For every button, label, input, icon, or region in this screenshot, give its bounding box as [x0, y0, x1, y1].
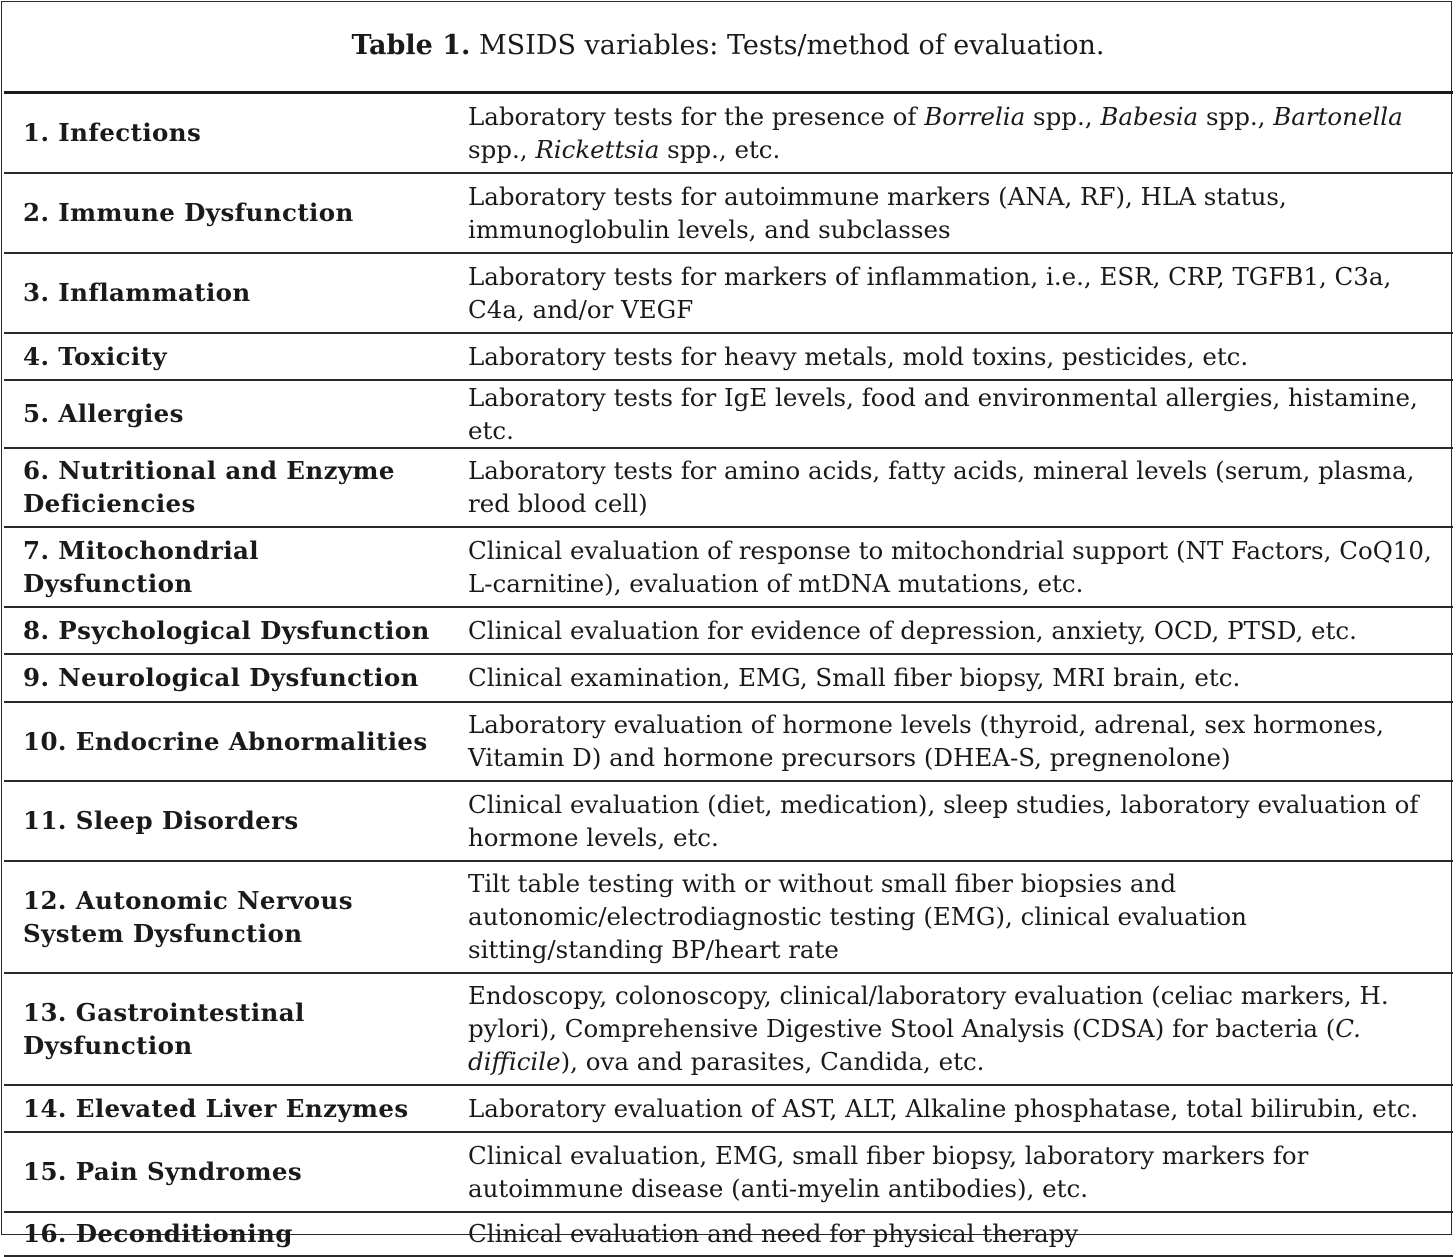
method-text: Tilt table testing with or without small fiber biopsies and autonomic/electrodiagnostic testing (EMG), clinical evaluation sitting/standing BP/heart rate	[468, 869, 1247, 964]
method-text: Clinical evaluation, EMG, small fiber biopsy, laboratory markers for autoimmune disease (anti-myelin antibodies), etc.	[468, 1140, 1309, 1203]
method-cell	[447, 607, 1453, 654]
method-cell	[447, 380, 1453, 448]
table-row	[4, 253, 1453, 333]
table-row	[4, 861, 1453, 973]
caption-label: Table 1.	[351, 30, 471, 61]
method-text: Clinical evaluation of response to mitochondrial support (NT Factors, CoQ10, L-carnitine), evaluation of mtDNA mutations, etc.	[468, 535, 1432, 598]
table-row	[4, 1085, 1453, 1132]
method-text-italic: Borrelia	[924, 101, 1026, 131]
method-text: spp.,	[1198, 101, 1274, 131]
variable-cell: 8. Psychological Dysfunction	[23, 615, 430, 645]
method-cell	[447, 654, 1453, 702]
table-row	[4, 333, 1453, 380]
table-row	[4, 448, 1453, 527]
variable-cell: 14. Elevated Liver Enzymes	[23, 1093, 409, 1123]
method-text: Laboratory tests for the presence of	[468, 101, 925, 131]
variable-cell: 1. Infections	[23, 118, 202, 148]
method-text: spp., etc.	[659, 134, 781, 164]
variable-cell: 11. Sleep Disorders	[23, 806, 299, 835]
table-row	[4, 702, 1453, 781]
method-text: Clinical evaluation and need for physical therapy	[468, 1219, 1079, 1248]
method-text: Clinical evaluation (diet, medication), sleep studies, laboratory evaluation of hormone levels, etc.	[468, 789, 1419, 852]
method-cell	[447, 1132, 1453, 1212]
table-row	[4, 654, 1453, 702]
method-cell	[447, 861, 1453, 973]
method-cell	[447, 173, 1453, 253]
method-text: Laboratory tests for autoimmune markers (ANA, RF), HLA status, immunoglobulin levels, and subclasses	[468, 181, 1287, 244]
method-text: Laboratory evaluation of AST, ALT, Alkaline phosphatase, total bilirubin, etc.	[468, 1093, 1419, 1123]
table-caption	[0, 28, 1456, 64]
method-cell	[447, 1212, 1453, 1256]
variable-cell: 9. Neurological Dysfunction	[23, 663, 419, 692]
table-row	[4, 93, 1453, 173]
caption-text: MSIDS variables: Tests/method of evaluation.	[479, 30, 1105, 61]
variable-cell: 10. Endocrine Abnormalities	[23, 726, 428, 756]
method-text-italic: Rickettsia	[535, 134, 660, 164]
method-text-italic: C. difficile	[468, 1014, 1361, 1076]
table-row	[4, 173, 1453, 253]
method-text: Laboratory tests for IgE levels, food and environmental allergies, histamine, etc.	[468, 382, 1418, 445]
method-text: spp.,	[468, 134, 536, 164]
method-text-italic: Babesia	[1100, 101, 1199, 131]
method-cell	[447, 527, 1453, 607]
method-text: Endoscopy, colonoscopy, clinical/laboratory evaluation (celiac markers, H. pylori), Comprehensive Digestive Stool Analysis (CDSA) for bacteria (	[468, 981, 1389, 1043]
method-cell	[447, 448, 1453, 527]
method-text: spp.,	[1025, 101, 1101, 131]
msids-table-body	[4, 93, 1453, 1256]
variable-cell: 12. Autonomic Nervous System Dysfunction	[23, 885, 353, 948]
table-row	[4, 781, 1453, 861]
variable-cell: 13. Gastrointestinal Dysfunction	[23, 997, 305, 1060]
variable-cell: 7. Mitochondrial Dysfunction	[23, 535, 260, 598]
variable-cell: 2. Immune Dysfunction	[23, 198, 354, 227]
method-cell	[447, 333, 1453, 380]
method-cell	[447, 973, 1453, 1085]
method-text: ), ova and parasites, Candida, etc.	[560, 1047, 985, 1076]
variable-cell: 4. Toxicity	[23, 341, 167, 371]
method-text: Clinical examination, EMG, Small fiber biopsy, MRI brain, etc.	[468, 663, 1241, 692]
method-cell	[447, 1085, 1453, 1132]
method-text: Laboratory evaluation of hormone levels (thyroid, adrenal, sex hormones, Vitamin D) and hormone precursors (DHEA-S, pregnenolone)	[468, 710, 1384, 772]
table-row	[4, 527, 1453, 607]
method-cell	[447, 781, 1453, 861]
variable-cell: 5. Allergies	[23, 399, 184, 428]
variable-cell: 15. Pain Syndromes	[23, 1157, 303, 1186]
table-row	[4, 973, 1453, 1085]
table-row	[4, 1212, 1453, 1256]
method-text: Laboratory tests for markers of inflammation, i.e., ESR, CRP, TGFB1, C3a, C4a, and/or VEGF	[468, 261, 1392, 324]
method-text: Laboratory tests for heavy metals, mold toxins, pesticides, etc.	[468, 341, 1249, 371]
variable-cell: 6. Nutritional and Enzyme Deficiencies	[23, 456, 395, 518]
variable-cell: 16. Deconditioning	[23, 1219, 293, 1248]
method-cell	[447, 702, 1453, 781]
variable-cell: 3. Inflammation	[23, 278, 251, 307]
method-cell	[447, 93, 1453, 173]
method-cell	[447, 253, 1453, 333]
table-row	[4, 380, 1453, 448]
method-text: Laboratory tests for amino acids, fatty acids, mineral levels (serum, plasma, red blood cell)	[468, 456, 1415, 518]
method-text-italic: Bartonella	[1273, 101, 1403, 131]
method-text: Clinical evaluation for evidence of depression, anxiety, OCD, PTSD, etc.	[468, 615, 1357, 645]
table-row	[4, 1132, 1453, 1212]
table-row	[4, 607, 1453, 654]
msids-table	[4, 91, 1453, 1257]
